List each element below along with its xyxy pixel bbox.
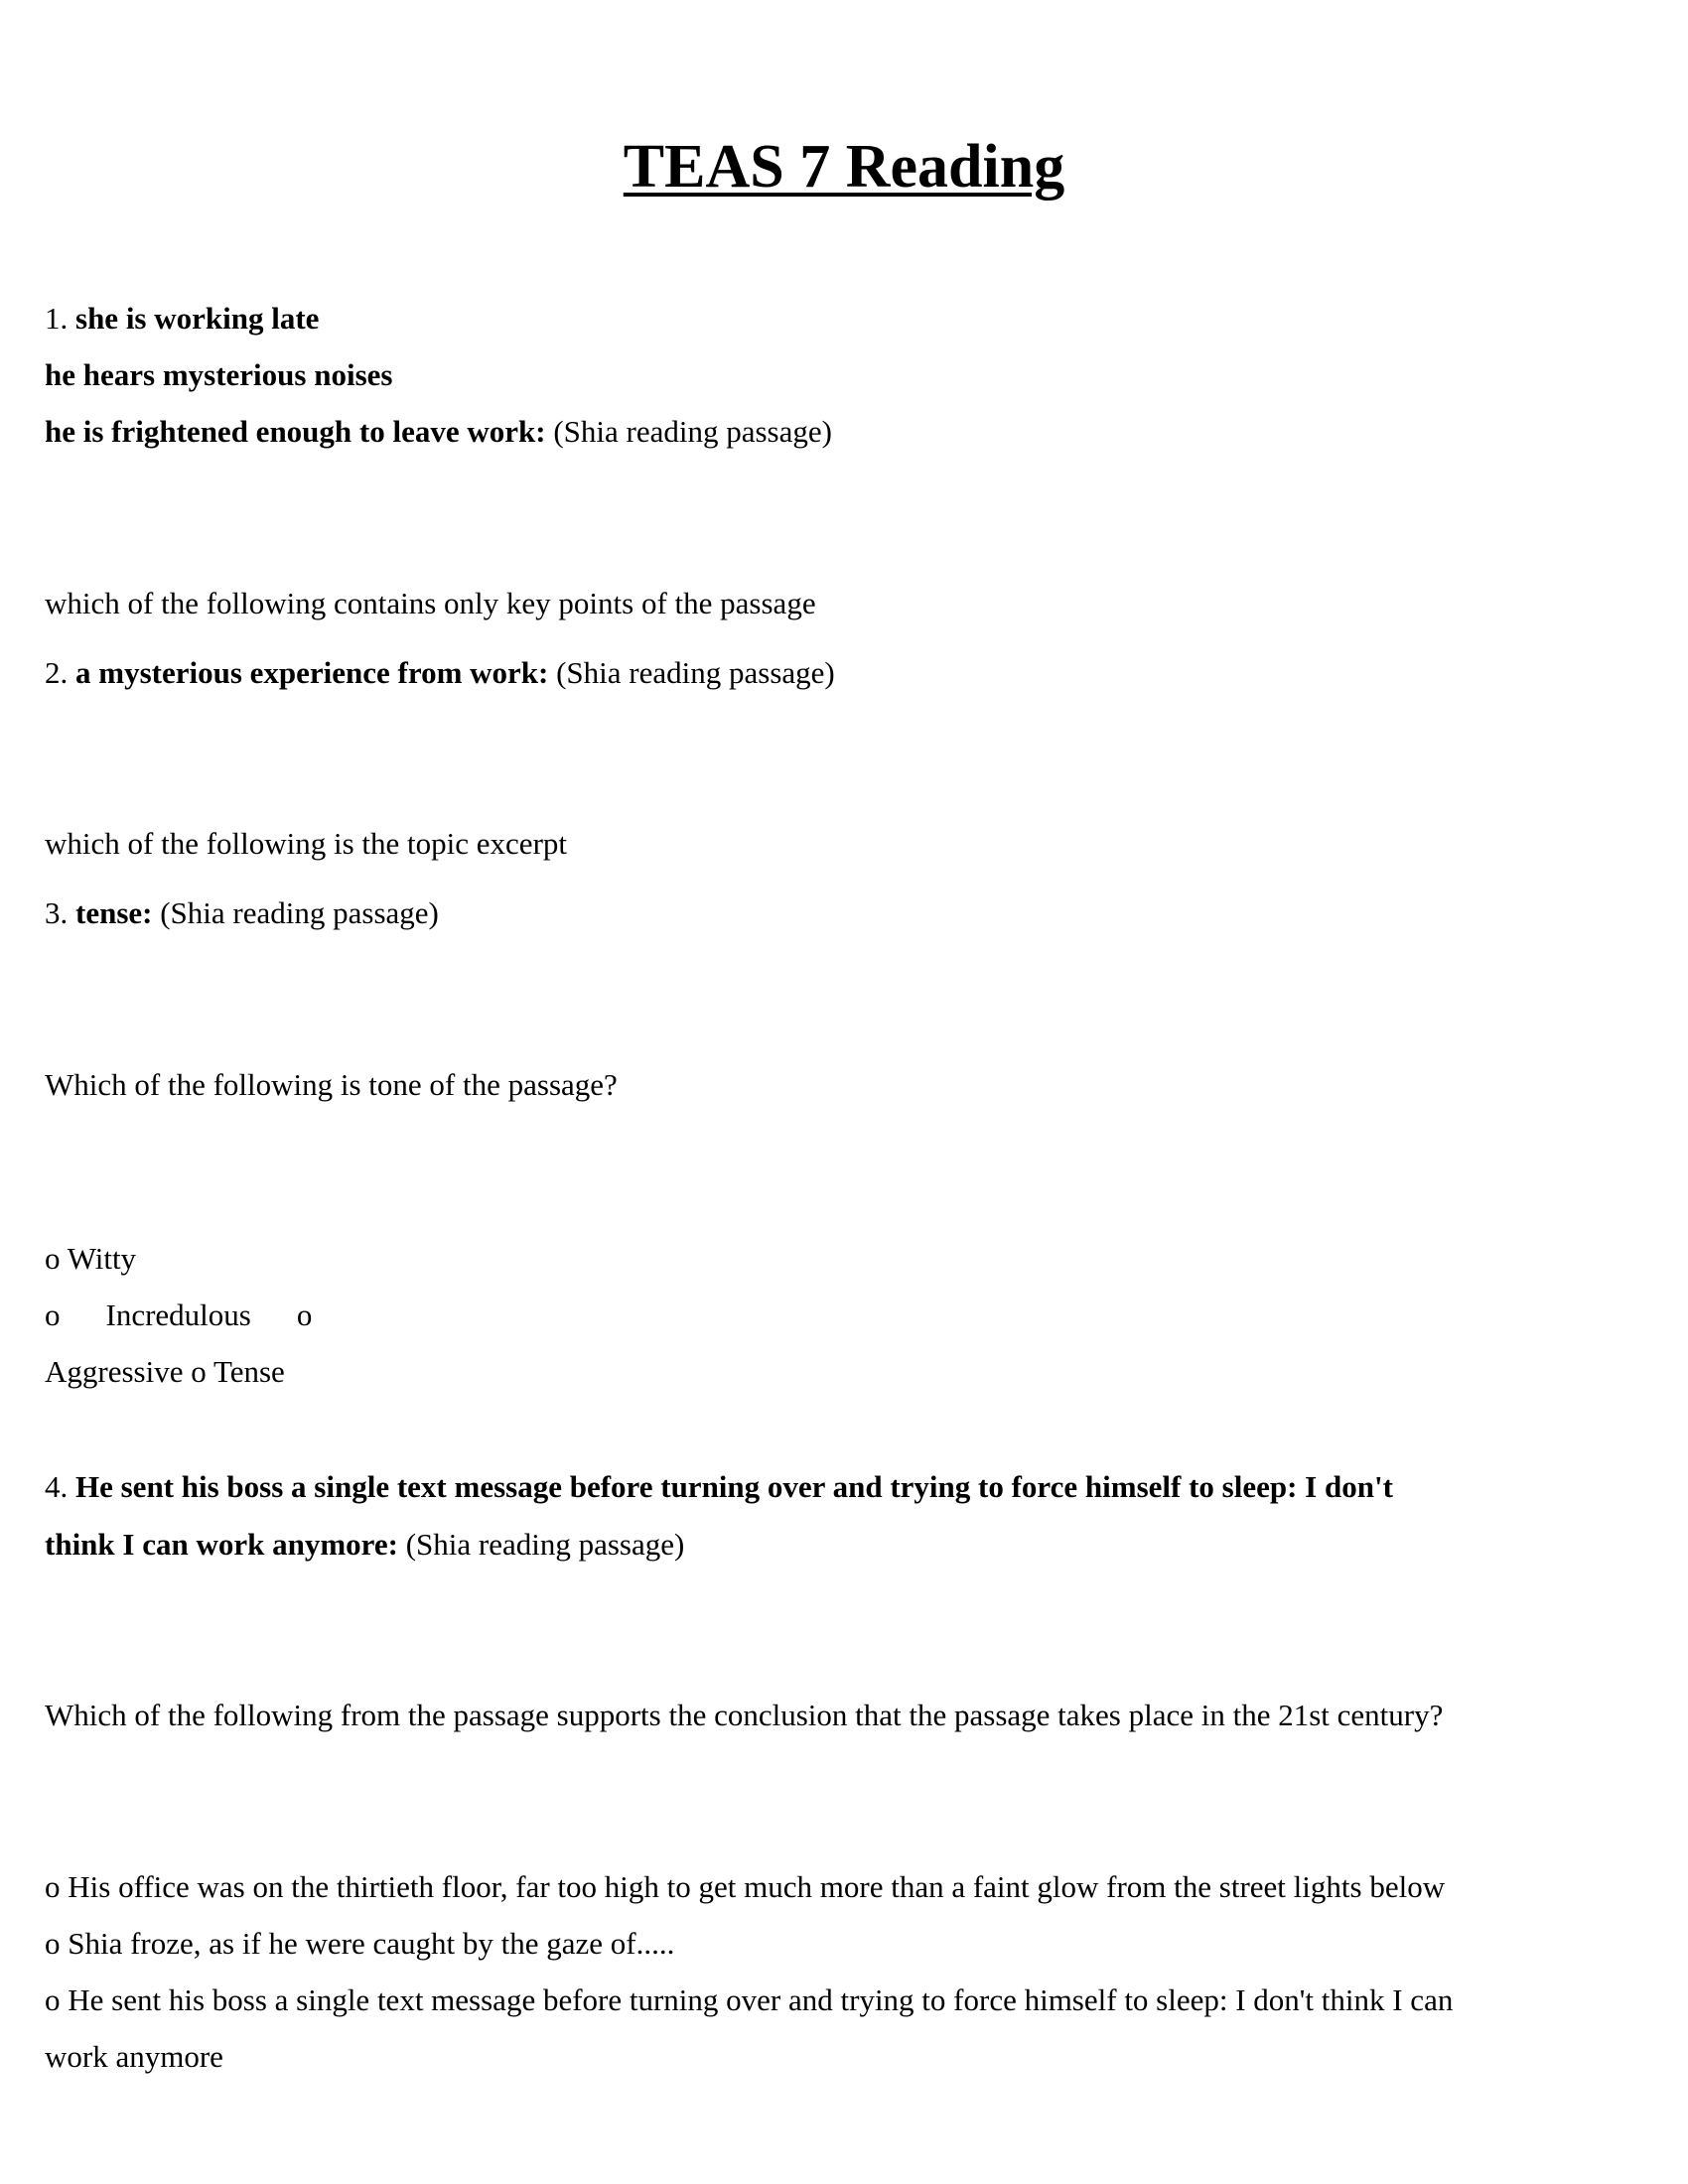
question-4-option-3 — [45, 1980, 1453, 2020]
source-note: (Shia reading passage) — [553, 414, 832, 449]
option-witty: Witty — [67, 1241, 137, 1276]
question-3-prompt: Which of the following is tone of the passage? — [45, 1067, 618, 1102]
question-1-answer-line-1 — [45, 299, 319, 339]
question-number: 3. — [45, 895, 69, 930]
question-3-options-line-2 — [45, 1296, 312, 1335]
option-text: He sent his boss a single text message before turning over and trying to force himself to sleep: I don't think I can — [68, 1982, 1454, 2017]
answer-text: she is working late — [75, 301, 320, 336]
question-4-prompt: Which of the following from the passage supports the conclusion that the passage takes place in the 21st century? — [45, 1698, 1444, 1732]
question-1-prompt: which of the following contains only key points of the passage — [45, 586, 816, 620]
bullet-icon: o — [45, 1297, 61, 1332]
question-4-option-1 — [45, 1867, 1445, 1907]
question-number: 2. — [45, 655, 69, 690]
answer-text: He sent his boss a single text message before turning over and trying to force himself to sleep: I don't — [75, 1469, 1393, 1504]
question-3-options-line-1 — [45, 1239, 136, 1279]
bullet-icon: o — [191, 1354, 207, 1389]
bullet-icon: o — [45, 1926, 61, 1961]
bullet-icon: o — [45, 1241, 61, 1276]
source-note: (Shia reading passage) — [405, 1527, 685, 1562]
question-4-answer-line-2 — [45, 1525, 684, 1565]
question-number: 1. — [45, 301, 69, 336]
question-2-prompt: which of the following is the topic excerpt — [45, 826, 568, 861]
question-4-answer-line-1 — [45, 1467, 1393, 1507]
source-note: (Shia reading passage) — [556, 655, 835, 690]
option-tense: Tense — [212, 1354, 285, 1389]
bullet-icon: o — [45, 1982, 61, 2017]
question-3-answer — [45, 893, 439, 933]
option-text: Shia froze, as if he were caught by the gaze of..... — [68, 1926, 675, 1961]
bullet-icon: o — [296, 1297, 313, 1332]
option-aggressive: Aggressive — [45, 1354, 184, 1389]
answer-text: he is frightened enough to leave work: — [45, 414, 546, 449]
page-title: TEAS 7 Reading — [623, 133, 1065, 201]
source-note: (Shia reading passage) — [160, 895, 439, 930]
option-incredulous: Incredulous — [105, 1297, 251, 1332]
answer-text: think I can work anymore: — [45, 1527, 398, 1562]
option-text: His office was on the thirtieth floor, far too high to get much more than a faint glow from the street lights below — [68, 1869, 1446, 1904]
question-4-option-2 — [45, 1924, 674, 1964]
bullet-icon: o — [45, 1869, 61, 1904]
answer-text: tense: — [75, 895, 153, 930]
question-1-answer-line-2: he hears mysterious noises — [45, 357, 393, 392]
question-number: 4. — [45, 1469, 69, 1504]
question-1-answer-line-3 — [45, 412, 832, 452]
answer-text: a mysterious experience from work: — [75, 655, 549, 690]
question-3-options-line-3 — [45, 1352, 285, 1392]
question-4-option-3-continued: work anymore — [45, 2039, 223, 2074]
question-2-answer — [45, 653, 835, 693]
